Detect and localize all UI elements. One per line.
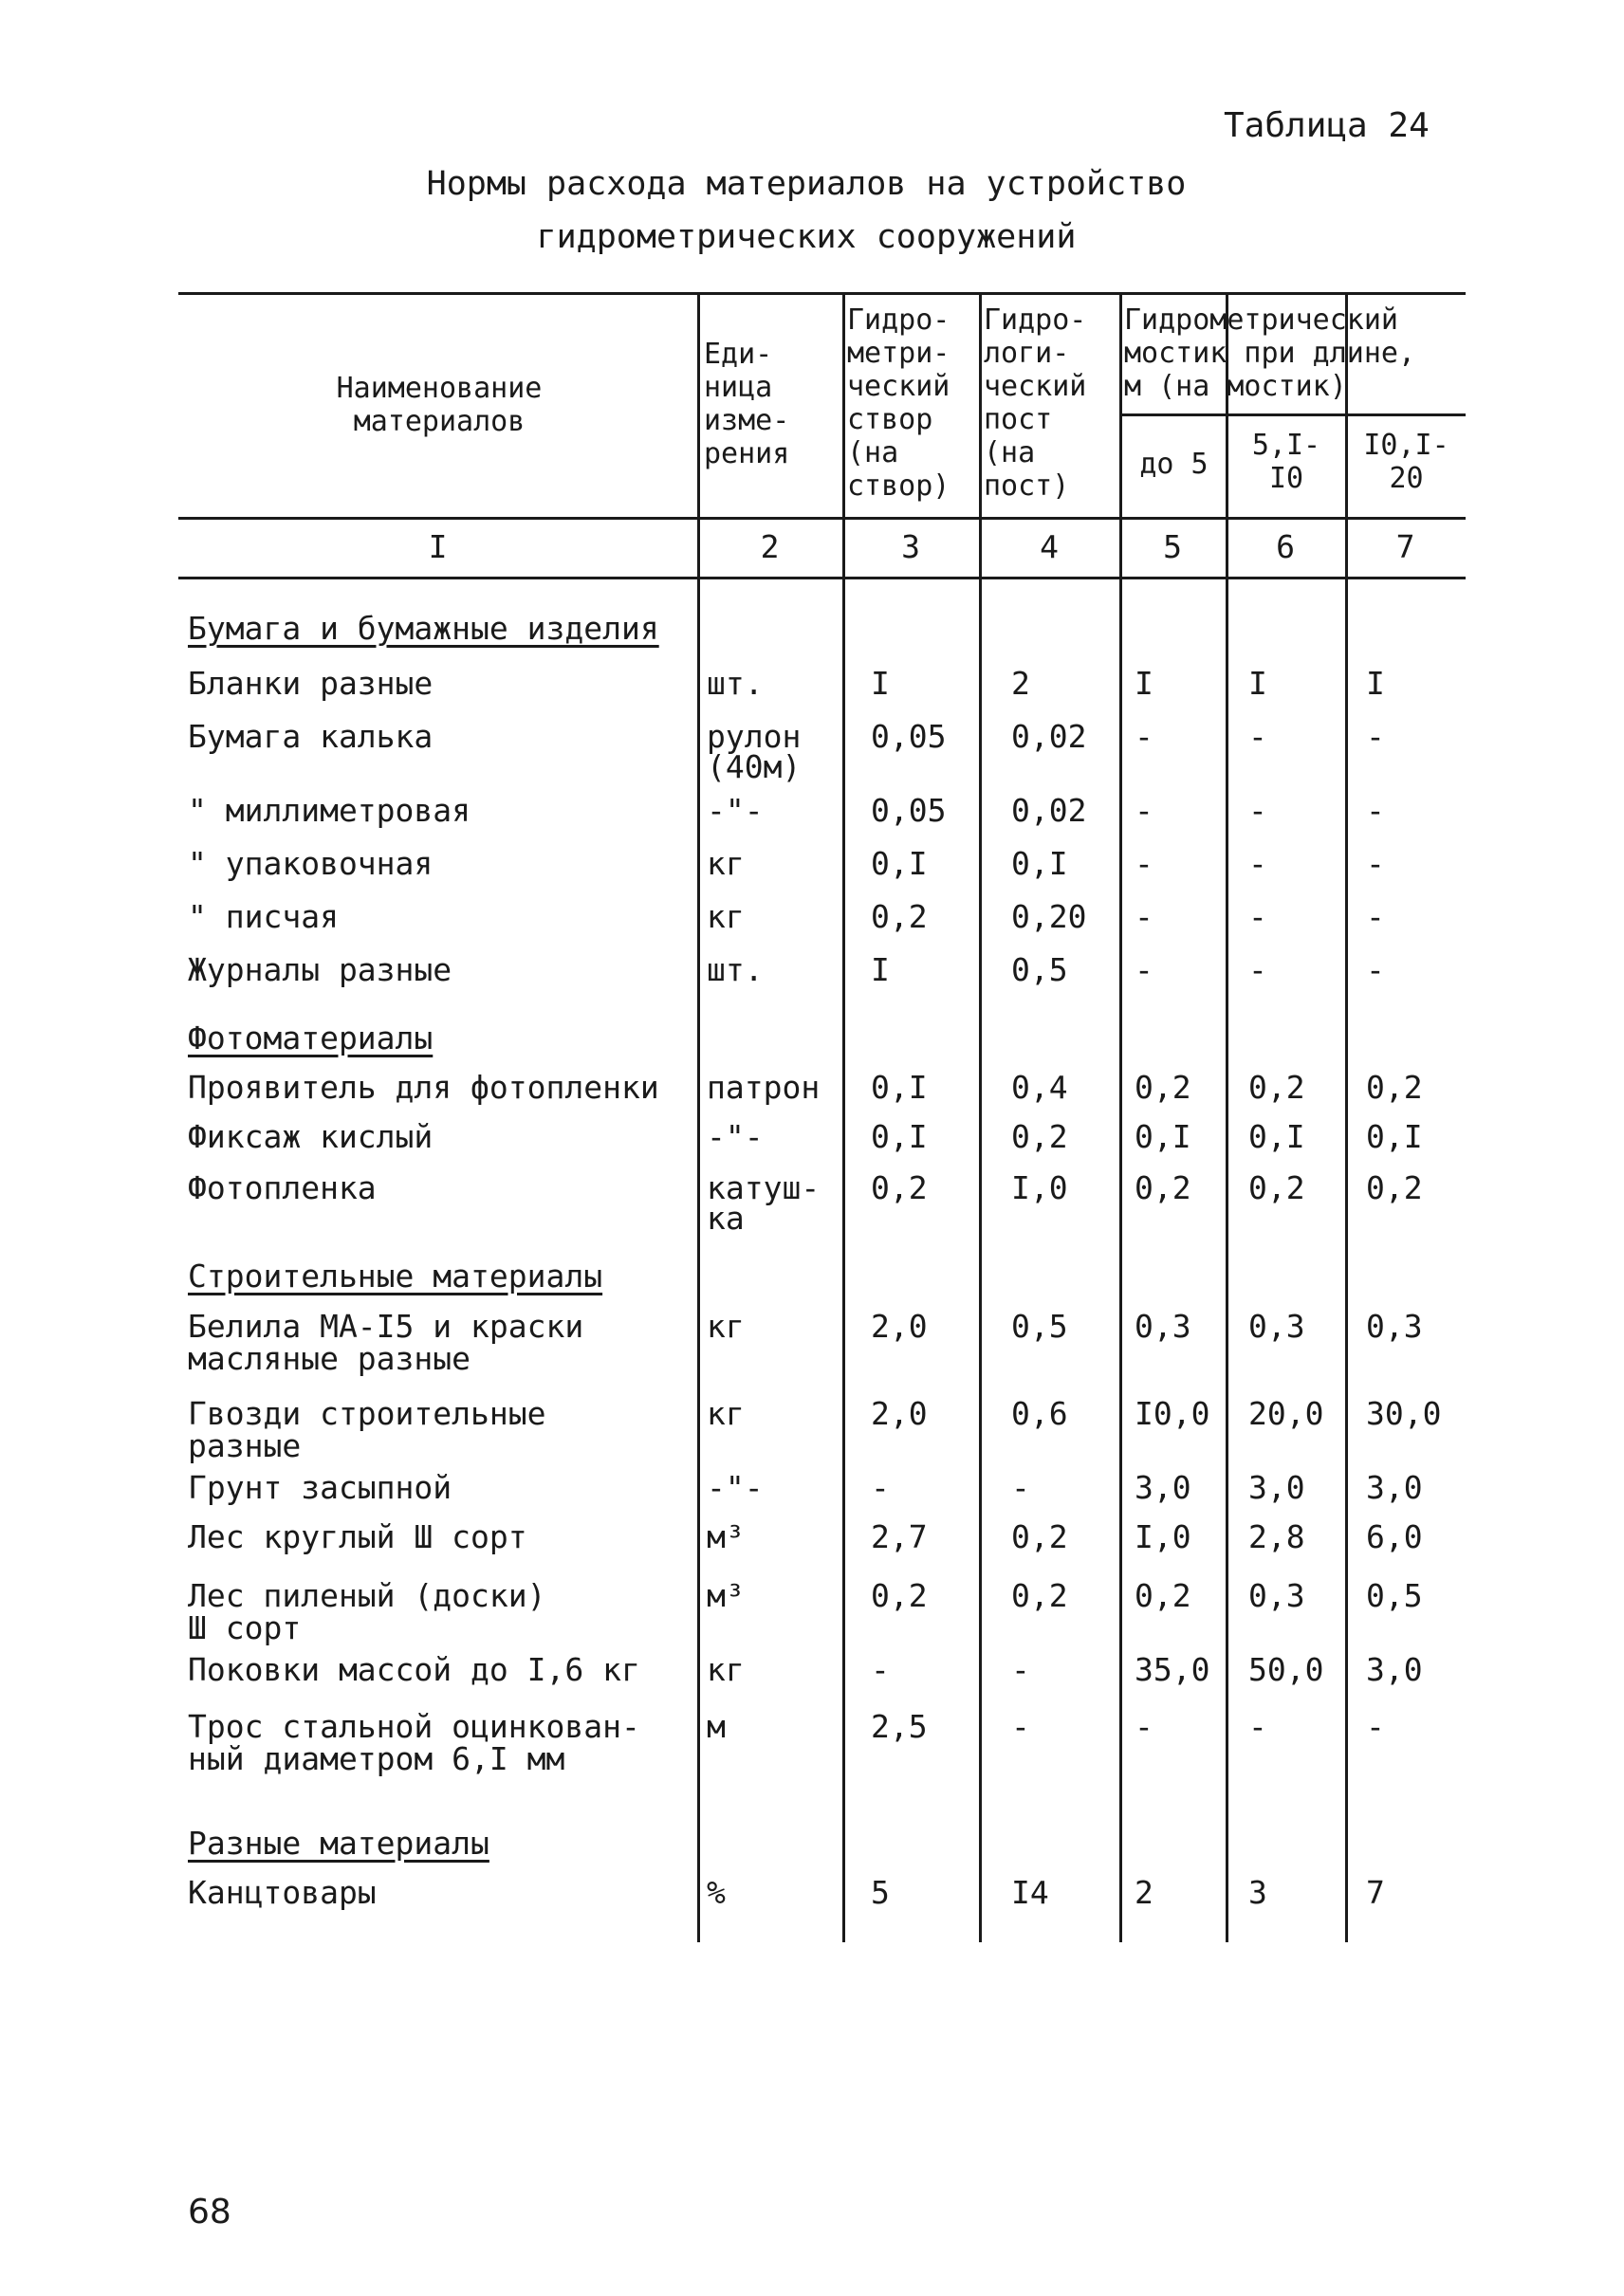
norm-value: - xyxy=(1248,898,1267,935)
norm-value: 3 xyxy=(1248,1874,1267,1911)
norm-value: 2,7 xyxy=(871,1518,928,1555)
material-name: Бумага калька xyxy=(188,718,434,755)
norm-value: - xyxy=(1135,792,1153,829)
material-name: Трос стальной оцинкован- xyxy=(188,1708,640,1745)
section-title: Разные материалы xyxy=(188,1825,489,1862)
unit-of-measure: -"- xyxy=(707,1118,764,1155)
norm-value: - xyxy=(1135,898,1153,935)
norm-value: 0,3 xyxy=(1248,1308,1305,1345)
norm-value: - xyxy=(1248,1708,1267,1745)
norm-value: 5 xyxy=(871,1874,890,1911)
table-label: Таблица 24 xyxy=(1224,106,1430,145)
header-col6: I0 xyxy=(1268,462,1304,495)
norm-value: - xyxy=(1366,898,1385,935)
norm-value: 0,2 xyxy=(1366,1069,1423,1106)
header-unit: рения xyxy=(704,437,790,470)
norm-value: 0,2 xyxy=(871,1169,928,1206)
material-name: Ш сорт xyxy=(188,1609,302,1646)
header-bridge: Гидрометрический xyxy=(1124,303,1398,337)
header-col3: Гидро- xyxy=(847,303,950,337)
material-name: Белила МА-I5 и краски xyxy=(188,1308,584,1345)
header-col7: I0,I- xyxy=(1363,429,1449,462)
norm-value: 0,2 xyxy=(1011,1577,1068,1614)
norm-value: 2 xyxy=(1135,1874,1153,1911)
norm-value: 0,2 xyxy=(1135,1169,1191,1206)
header-col4: пост xyxy=(984,403,1053,436)
norm-value: - xyxy=(1135,951,1153,988)
norm-value: 3,0 xyxy=(1366,1469,1423,1506)
norm-value: 2,0 xyxy=(871,1395,928,1432)
norm-value: 0,5 xyxy=(1011,951,1068,988)
header-col4: логи- xyxy=(984,337,1070,370)
norm-value: - xyxy=(1011,1469,1030,1506)
norm-value: - xyxy=(1135,1708,1153,1745)
norm-value: - xyxy=(1135,718,1153,755)
table-title-line-1: Нормы расхода материалов на устройство xyxy=(426,165,1187,203)
norm-value: 6,0 xyxy=(1366,1518,1423,1555)
column-number-rule xyxy=(178,577,1466,579)
material-name: разные xyxy=(188,1427,302,1464)
header-name: материалов xyxy=(353,405,526,438)
material-name: Журналы разные xyxy=(188,951,452,988)
header-col4: Гидро- xyxy=(984,303,1087,337)
norm-value: 0,I xyxy=(1135,1118,1191,1155)
bridge-subheader-rule xyxy=(1119,413,1466,416)
unit-of-measure: рулон xyxy=(707,718,802,755)
header-bridge: мостик при длине, xyxy=(1124,337,1416,370)
material-name: Бланки разные xyxy=(188,665,434,702)
header-col4: ческий xyxy=(984,370,1087,403)
norm-value: 7 xyxy=(1366,1874,1385,1911)
unit-of-measure: -"- xyxy=(707,1469,764,1506)
unit-of-measure: кг xyxy=(707,898,745,935)
norm-value: - xyxy=(1366,845,1385,882)
norm-value: - xyxy=(1366,792,1385,829)
norm-value: 50,0 xyxy=(1248,1651,1324,1688)
table-top-rule xyxy=(178,292,1466,295)
norm-value: 0,4 xyxy=(1011,1069,1068,1106)
norm-value: 20,0 xyxy=(1248,1395,1324,1432)
header-col5: до 5 xyxy=(1139,448,1209,481)
material-name: Поковки массой до I,6 кг xyxy=(188,1651,640,1688)
table-title-line-2: гидрометрических сооружений xyxy=(536,218,1077,256)
unit-of-measure: м xyxy=(707,1708,726,1745)
unit-of-measure: катуш- xyxy=(707,1169,821,1206)
material-name: Фотопленка xyxy=(188,1169,377,1206)
norm-value: 0,20 xyxy=(1011,898,1087,935)
unit-of-measure: % xyxy=(707,1874,726,1911)
norm-value: 3,0 xyxy=(1366,1651,1423,1688)
column-number: 3 xyxy=(901,528,920,565)
norm-value: I,0 xyxy=(1135,1518,1191,1555)
norm-value: - xyxy=(1248,718,1267,755)
column-number: 4 xyxy=(1040,528,1059,565)
norm-value: - xyxy=(1366,1708,1385,1745)
norm-value: 3,0 xyxy=(1135,1469,1191,1506)
norm-value: - xyxy=(871,1651,890,1688)
header-col7: 20 xyxy=(1389,462,1424,495)
norm-value: 0,I xyxy=(1011,845,1068,882)
unit-of-measure: шт. xyxy=(707,951,764,988)
norm-value: I xyxy=(871,665,890,702)
column-number: I xyxy=(428,528,448,565)
header-bottom-rule xyxy=(178,517,1466,520)
column-number: 5 xyxy=(1163,528,1182,565)
norm-value: - xyxy=(1011,1651,1030,1688)
material-name: Канцтовары xyxy=(188,1874,377,1911)
norm-value: 0,6 xyxy=(1011,1395,1068,1432)
unit-of-measure: кг xyxy=(707,845,745,882)
material-name: " писчая xyxy=(188,898,339,935)
unit-of-measure: кг xyxy=(707,1395,745,1432)
norm-value: 0,2 xyxy=(871,898,928,935)
header-unit: Еди- xyxy=(704,338,773,371)
header-col6: 5,I- xyxy=(1251,429,1321,462)
section-title: Бумага и бумажные изделия xyxy=(188,610,659,647)
unit-of-measure: -"- xyxy=(707,792,764,829)
unit-of-measure: патрон xyxy=(707,1069,821,1106)
unit-of-measure: (40м) xyxy=(707,748,802,785)
unit-of-measure: кг xyxy=(707,1308,745,1345)
norm-value: 0,I xyxy=(871,845,928,882)
norm-value: 0,3 xyxy=(1366,1308,1423,1345)
unit-of-measure: м³ xyxy=(707,1518,745,1555)
norm-value: 0,05 xyxy=(871,718,947,755)
header-unit: изме- xyxy=(704,404,790,437)
norm-value: - xyxy=(1248,845,1267,882)
material-name: Проявитель для фотопленки xyxy=(188,1069,659,1106)
norm-value: - xyxy=(1135,845,1153,882)
material-name: " упаковочная xyxy=(188,845,434,882)
material-name: масляные разные xyxy=(188,1340,471,1377)
norm-value: I xyxy=(1248,665,1267,702)
norm-value: 0,2 xyxy=(1248,1169,1305,1206)
material-name: " миллиметровая xyxy=(188,792,471,829)
norm-value: 0,5 xyxy=(1366,1577,1423,1614)
norm-value: I xyxy=(1135,665,1153,702)
material-name: Грунт засыпной xyxy=(188,1469,452,1506)
norm-value: 0,I xyxy=(1248,1118,1305,1155)
material-name: Фиксаж кислый xyxy=(188,1118,434,1155)
norm-value: 35,0 xyxy=(1135,1651,1210,1688)
norm-value: I4 xyxy=(1011,1874,1049,1911)
norm-value: I0,0 xyxy=(1135,1395,1210,1432)
header-col3: ческий xyxy=(847,370,950,403)
norm-value: 0,I xyxy=(871,1118,928,1155)
header-col3: метри- xyxy=(847,337,950,370)
header-col3: створ xyxy=(847,403,933,436)
material-name: Лес пиленый (доски) xyxy=(188,1577,546,1614)
norm-value: 30,0 xyxy=(1366,1395,1442,1432)
section-title: Фотоматериалы xyxy=(188,1019,434,1056)
header-col4: пост) xyxy=(984,469,1070,503)
material-name: ный диаметром 6,I мм xyxy=(188,1740,565,1777)
norm-value: 0,2 xyxy=(1011,1118,1068,1155)
norm-value: 2,5 xyxy=(871,1708,928,1745)
unit-of-measure: м³ xyxy=(707,1577,745,1614)
norm-value: 0,2 xyxy=(1366,1169,1423,1206)
norm-value: 0,02 xyxy=(1011,792,1087,829)
norm-value: I xyxy=(871,951,890,988)
unit-of-measure: ка xyxy=(707,1200,745,1237)
header-col4: (на xyxy=(984,436,1036,469)
material-name: Гвозди строительные xyxy=(188,1395,546,1432)
column-number: 7 xyxy=(1395,528,1415,565)
column-number: 6 xyxy=(1276,528,1295,565)
norm-value: 2,8 xyxy=(1248,1518,1305,1555)
norm-value: - xyxy=(1248,792,1267,829)
header-unit: ница xyxy=(704,371,773,404)
column-number: 2 xyxy=(760,528,780,565)
norm-value: 2 xyxy=(1011,665,1030,702)
norm-value: 0,2 xyxy=(1135,1577,1191,1614)
header-col3: (на xyxy=(847,436,899,469)
norm-value: 0,3 xyxy=(1135,1308,1191,1345)
norm-value: 2,0 xyxy=(871,1308,928,1345)
norm-value: - xyxy=(1366,718,1385,755)
unit-of-measure: шт. xyxy=(707,665,764,702)
norm-value: 0,02 xyxy=(1011,718,1087,755)
norm-value: 0,2 xyxy=(1248,1069,1305,1106)
material-name: Лес круглый Ш сорт xyxy=(188,1518,527,1555)
header-col3: створ) xyxy=(847,469,950,503)
norm-value: 0,3 xyxy=(1248,1577,1305,1614)
section-title: Строительные материалы xyxy=(188,1258,603,1295)
norm-value: - xyxy=(1248,951,1267,988)
norm-value: - xyxy=(1366,951,1385,988)
unit-of-measure: кг xyxy=(707,1651,745,1688)
header-name: Наименование xyxy=(336,372,543,405)
header-bridge: м (на мостик) xyxy=(1124,370,1347,403)
norm-value: I,0 xyxy=(1011,1169,1068,1206)
norm-value: I xyxy=(1366,665,1385,702)
norm-value: 0,2 xyxy=(1011,1518,1068,1555)
norm-value: 0,5 xyxy=(1011,1308,1068,1345)
page-number: 68 xyxy=(188,2193,231,2232)
norm-value: - xyxy=(871,1469,890,1506)
norm-value: 0,2 xyxy=(871,1577,928,1614)
norm-value: 0,05 xyxy=(871,792,947,829)
norm-value: 0,I xyxy=(871,1069,928,1106)
norm-value: 3,0 xyxy=(1248,1469,1305,1506)
norm-value: 0,I xyxy=(1366,1118,1423,1155)
norm-value: 0,2 xyxy=(1135,1069,1191,1106)
norm-value: - xyxy=(1011,1708,1030,1745)
